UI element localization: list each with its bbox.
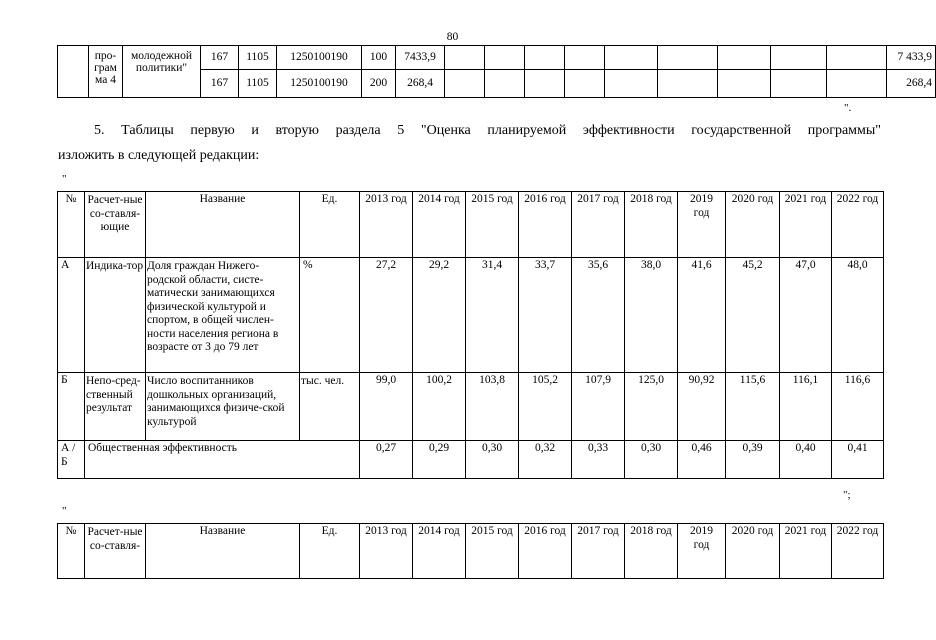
page-number: 80 (446, 31, 459, 43)
table-header-row: № Расчет-ные со-ставля- Название Ед. 2013 год 2014 год 2015 год 2016 год 2017 год 2018 год 2019 год 2020 год 2021 год 2022 год (58, 524, 884, 579)
opening-quote: " (62, 173, 67, 185)
program-label: про-грам ма 4 (89, 46, 123, 98)
table-header-row: № Расчет-ные со-ставля-ющие Название Ед. 2013 год 2014 год 2015 год 2016 год 2017 год 2018 год 2019 год 2020 год 2021 год 2022 год (58, 192, 884, 258)
instruction-paragraph-line1: 5. Таблицы первую и вторую раздела 5 "Оценка планируемой эффективности государственной программы" (94, 123, 881, 138)
program-name: молодежной политики" (123, 46, 201, 98)
effectiveness-table (57, 191, 884, 479)
table-row: А Индика-тор Доля граждан Нижего-родской области, систе-матически занимающихся физической культурой и спортом, в общей числен-ности населения региона в возрасте от 3 до 79 лет % 27,2 29,2 31,4 33,7 35,6 38,0 41,6 45,2 47,0 48,0 (58, 258, 884, 373)
closing-quote: "; (843, 489, 851, 501)
table-row: А / Б Общественная эффективность 0,27 0,29 0,30 0,32 0,33 0,30 0,46 0,39 0,40 0,41 (58, 441, 884, 479)
table-row: 167 1105 1250100190 200 268,4 268,4 (58, 70, 936, 98)
instruction-paragraph-line2: изложить в следующей редакции: (58, 148, 260, 163)
opening-quote: " (62, 505, 67, 517)
table-row: про-грам ма 4 молодежной политики" 167 1105 1250100190 100 7433,9 7 433,9 (58, 46, 936, 70)
second-effectiveness-table (57, 523, 884, 579)
budget-table (57, 45, 936, 98)
table-row: Б Непо-сред-ственный результат Число воспитанников дошкольных организаций, занимающихся физиче-ской культурой тыс. чел. 99,0 100,2 103,8 105,2 107,9 125,0 90,92 115,6 116,1 116,6 (58, 373, 884, 441)
closing-quote: ". (844, 102, 852, 114)
